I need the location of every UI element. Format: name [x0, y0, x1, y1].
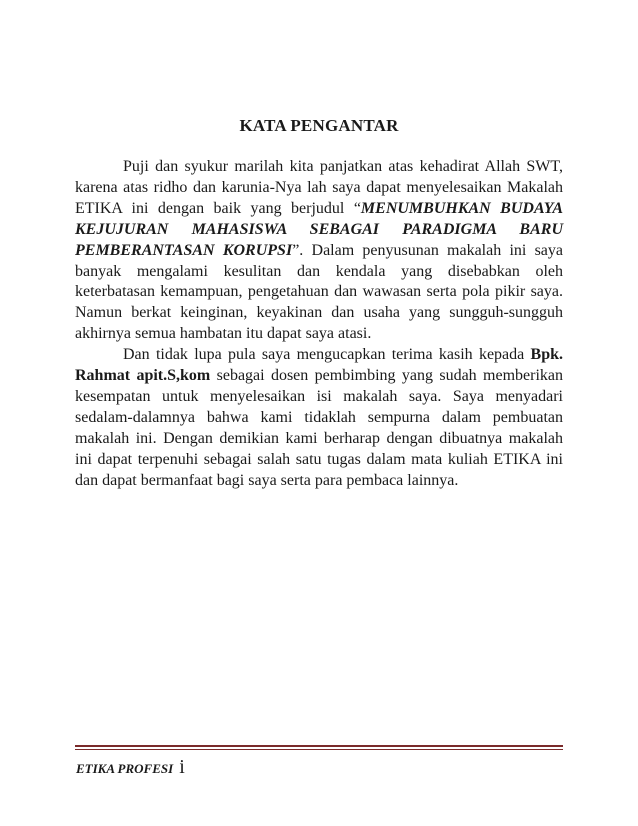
paragraph-2-rest: sebagai dosen pembimbing yang sudah memberikan kesempatan untuk menyelesaikan isi makalah saya. Saya menyadari sedalam-dalamnya bahwa kami tidaklah sempurna dalam pembuatan makalah ini. Dengan demikian kami berharap dengan dibuatnya makalah ini dapat terpenuhi sebagai salah satu tugas dalam mata kuliah ETIKA ini dan dapat bermanfaat bagi saya serta para pembaca lainnya.	[75, 367, 563, 489]
paragraph-1	[75, 157, 563, 345]
page-footer	[76, 756, 185, 779]
paragraph-1-intro: Puji dan syukur marilah kita panjatkan atas kehadirat Allah SWT, karena atas ridho dan karunia-Nya lah saya dapat menyelesaikan Makalah ETIKA ini dengan baik yang berjudul “	[75, 158, 563, 217]
document-body	[75, 157, 563, 492]
footer-label: ETIKA PROFESI	[76, 761, 174, 776]
page-title: KATA PENGANTAR	[239, 116, 399, 135]
paragraph-2	[75, 345, 563, 491]
page-number: i	[179, 756, 185, 778]
paragraph-2-intro: Dan tidak lupa pula saya mengucapkan terima kasih kepada	[123, 346, 531, 364]
makalah-title: MENUMBUHKAN BUDAYA KEJUJURAN MAHASISWA SEBAGAI PARADIGMA BARU PEMBERANTASAN KORUPSI	[75, 199, 563, 259]
lecturer-name: Bpk. Rahmat apit.S,kom	[75, 346, 563, 385]
footer-divider	[75, 745, 563, 750]
paragraph-1-rest: ”. Dalam penyusunan makalah ini saya banyak mengalami kesulitan dan kendala yang disebabkan oleh keterbatasan kemampuan, pengetahuan dan wawasan serta pola pikir saya. Namun berkat keinginan, keyakinan dan usaha yang sungguh-sungguh akhirnya semua hambatan itu dapat saya atasi.	[75, 241, 564, 343]
